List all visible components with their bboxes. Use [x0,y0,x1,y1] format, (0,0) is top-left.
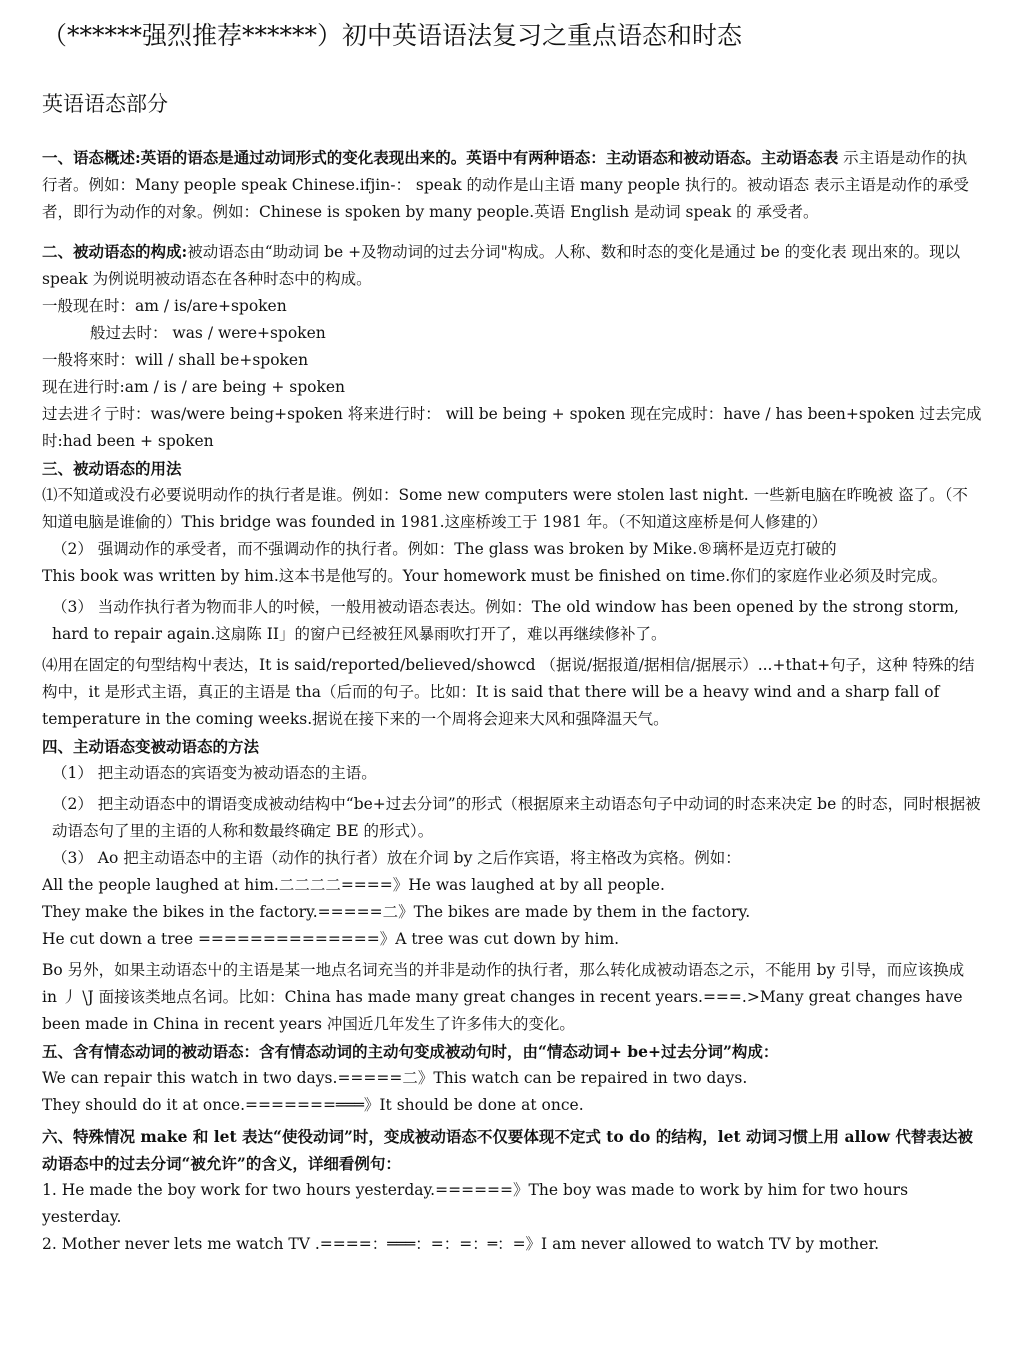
example-line: 1. He made the boy work for two hours yesterday.======》The boy was made to work by him for two hours yesterday. [42,1181,909,1226]
section-1-text: 示主语是动作的执行者。例如：Many people speak Chinese.ifjin-： speak 的动作是山主语 many people 执行的。被动语态 表示主语是动作的承受者，即行为动作的对象。例如：Chinese is spoken by many people.英语 English 是动词 speak 的 承受者。 [42,149,969,221]
section-subtitle: 英语语态部分 [42,92,168,116]
method-paragraph: （2） 把主动语态中的谓语变成被动结构中“be+过去分词”的形式（根据原来主动语态句子中动词的时态来决定 be 的时态，同时根据被动语态句了里的主语的人称和数最终确定 BE 的形式）。 [52,795,981,840]
tense-line: 一般现在时：am / is/are+spoken [42,297,287,315]
method-paragraph: （3） Ao 把主动语态中的主语（动作的执行者）放在介词 by 之后作宾语，将主格改为宾格。例如： [52,849,741,867]
method-paragraph: （1） 把主动语态的宾语变为被动语态的主语。 [52,764,377,782]
section-6-heading: 六、特殊情况 make 和 let 表达“使役动词”时，变成被动语态不仅要体现不定式 to do 的结构，let 动词习惯上用 allow 代替表达被动语态中的过去分词“被允许”的含义，详细看例句： [42,1127,973,1173]
example-line: They should do it at once.=======═══》It should be done at once. [42,1096,584,1114]
usage-paragraph: （3） 当动作执行者为物而非人的吋候，一般用被动语态表达。例如：The old window has been opened by the strong storm, hard to repair again.这扇陈 II」的窗户已经被狂风暴雨吹打开了，难以再继续修补了。 [52,598,959,643]
usage-paragraph: This book was written by him.这本书是他写的。Your homework must be finished on time.你们的家庭作业必须及时完成。 [42,567,948,585]
section-2-text: 被动语态由“助动词 be +及物动词的过去分词"构成。人称、数和时态的变化是通过 be 的变化表 现出來的。现以 speak 为例说明被动语态在各种时态中的构成。 [42,243,961,288]
example-line: He cut down a tree ==============》A tree was cut down by him. [42,930,620,948]
section-4-heading: 四、主动语态变被动语态的方法 [42,737,260,756]
usage-paragraph: ⑴不知道或没冇必要说明动作的执行者是谁。例如：Some new computers were stolen last night. 一些新电脑在昨晚被 盗了。（不知道电脑是谁偷的）This bridge was founded in 1981.这座桥竣工于 1981 年。（不知道这座桥是何人修建的） [42,486,968,531]
document-title: （******强烈推荐******）初中英语语法复习之重点语态和时态 [42,21,743,50]
example-line: 2. Mother never lets me watch TV .====：═══：=：=：═：=》I am never allowed to watch TV by mother. [42,1235,880,1253]
section-2-lead: 二、被动语态的构成: [42,242,188,261]
usage-paragraph: （2） 强调动作的承受者，而不强调动作的执行者。例如：The glass was broken by Mike.®璃杯是迈克打破的 [52,540,837,558]
example-line: We can repair this watch in two days.=====二》This watch can be repaired in two days. [42,1069,748,1087]
tense-line: 过去进彳亍时：was/were being+spoken 将来进行时： will be being + spoken 现在完成时：have / has been+spoken 过去完成时:had been + spoken [42,405,982,450]
section-3-heading: 三、被动语态的用法 [42,459,182,478]
section-2-paragraph [42,238,982,293]
method-paragraph: Bo 另外，如果主动语态屮的主语是某一地点名词充当的并非是动作的执行者，那么转化成被动语态之示，不能用 by 引导，而应该换成 in 丿 \J 面接该类地点名词。比如：China has made many great changes in recent years.===.>Many great changes have been made in China in recent years 冲国近几年发生了许多伟大的变化。 [42,961,965,1033]
tense-line: 一般将來时：will / shall be+spoken [42,351,309,369]
tense-line: 现在进行时:am / is / are being + spoken [42,378,346,396]
example-line: All the people laughed at him.二二二二====》He was laughed at by all people. [42,876,665,894]
section-5-heading: 五、含有情态动词的被动语态：含有情态动词的主动句变成被动句时，由“情态动词+ be+过去分词”构成： [42,1042,779,1061]
section-1-lead: 一、语态概述:英语的语态是通过动词形式的变化表现出来的。英语中有两种语态：主动语态和被动语态。主动语态表 [42,148,839,167]
section-1-paragraph [42,144,982,226]
tense-line: 般过去时： was / were+spoken [90,324,326,342]
document-body [42,144,982,1258]
example-line: They make the bikes in the factory.=====二》The bikes are made by them in the factory. [42,903,751,921]
usage-paragraph: ⑷用在固定的句型结构屮表达，It is said/reported/believed/showcd （据说/据报道/据相信/据展示）...+that+句子，这种 特殊的结构中，it 是形式主语，真正的主语是 tha（后而的句子。比如：It is said that there will be a heavy wind and a sharp fall of temperature in the coming weeks.据说在接下来的一个周将会迎来大风和强降温天气。 [42,656,975,728]
